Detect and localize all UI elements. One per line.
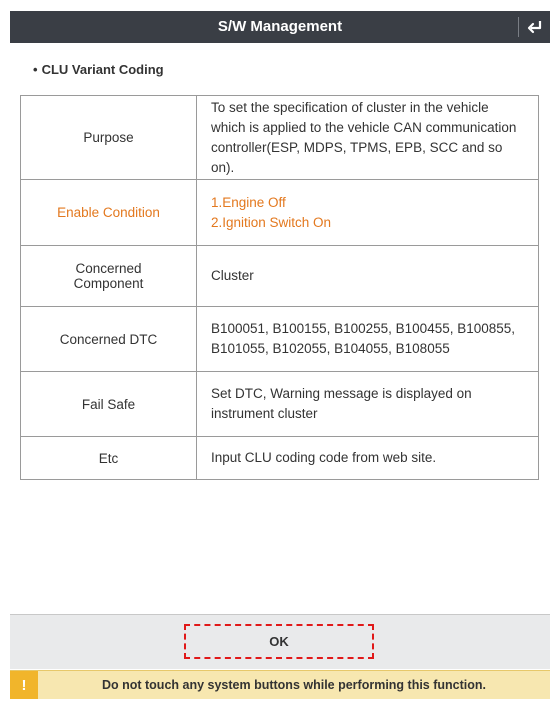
button-bar xyxy=(10,614,550,669)
return-arrow-icon xyxy=(526,19,544,35)
row-value-fail-safe xyxy=(197,372,539,437)
table-row-concerned-component xyxy=(21,246,539,307)
row-label-etc: Etc xyxy=(21,437,197,480)
value-line: Cluster xyxy=(211,268,254,283)
info-table xyxy=(20,95,539,480)
value-line: 2.Ignition Switch On xyxy=(211,214,332,230)
title-bar xyxy=(10,11,550,43)
label-line: Concerned xyxy=(75,261,142,276)
table-row-etc xyxy=(21,437,539,480)
table-row-fail-safe xyxy=(21,372,539,437)
row-label-enable-condition: Enable Condition xyxy=(21,180,197,246)
table-row-enable-condition xyxy=(21,180,539,246)
warning-bar xyxy=(10,670,550,699)
row-value-concerned-dtc xyxy=(197,307,539,372)
value-line: controller(ESP, MDPS, TPMS, EPB, SCC and so on). xyxy=(211,139,503,175)
warning-message: Do not touch any system buttons while performing this function. xyxy=(101,678,487,692)
section-heading xyxy=(33,62,164,77)
row-label-concerned-dtc: Concerned DTC xyxy=(21,307,197,372)
row-value-concerned-component xyxy=(197,246,539,307)
value-line: B101055, B102055, B104055, B108055 xyxy=(211,341,450,356)
page-title: S/W Management xyxy=(217,18,343,35)
value-line: To set the specification of cluster in the vehicle xyxy=(211,99,489,115)
value-line: instrument cluster xyxy=(211,406,318,421)
label-line: Component xyxy=(73,276,144,291)
row-value-etc xyxy=(197,437,539,480)
value-line: Input CLU coding code from web site. xyxy=(211,450,437,465)
section-bullet: • xyxy=(33,62,38,77)
ok-button[interactable]: OK xyxy=(184,624,374,659)
value-line: B100051, B100155, B100255, B100455, B100855, xyxy=(211,321,516,336)
title-bar-divider xyxy=(518,17,519,37)
row-label-fail-safe: Fail Safe xyxy=(21,372,197,437)
table-row-concerned-dtc xyxy=(21,307,539,372)
warning-icon: ! xyxy=(10,671,38,699)
value-line: 1.Engine Off xyxy=(211,194,286,210)
back-button[interactable] xyxy=(520,11,550,43)
table-row-purpose xyxy=(21,96,539,180)
value-line: Set DTC, Warning message is displayed on xyxy=(211,386,472,401)
row-value-enable-condition xyxy=(197,180,539,246)
value-line: which is applied to the vehicle CAN communication xyxy=(211,119,517,135)
row-value-purpose xyxy=(197,96,539,180)
row-label-concerned-component xyxy=(21,246,197,307)
row-label-purpose: Purpose xyxy=(21,96,197,180)
section-title-text: CLU Variant Coding xyxy=(41,62,164,77)
